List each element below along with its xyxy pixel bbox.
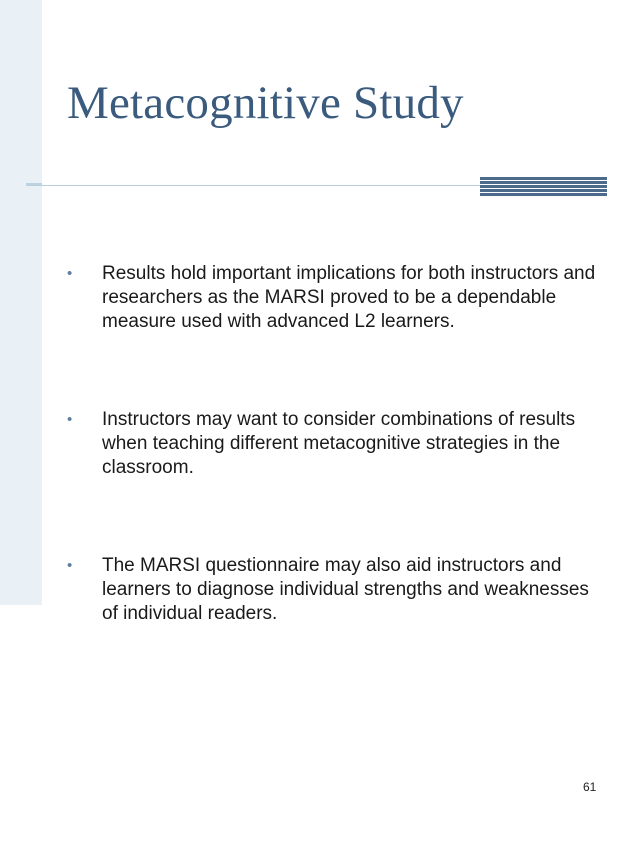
bullet-marker: • bbox=[67, 265, 73, 282]
bullet-text: The MARSI questionnaire may also aid instructors and learners to diagnose individual strengths and weaknesses of individual readers. bbox=[102, 555, 589, 624]
bullet-marker: • bbox=[67, 557, 73, 574]
accent-stripe bbox=[480, 181, 607, 184]
bullet-item bbox=[67, 408, 607, 480]
accent-stripes bbox=[480, 177, 607, 198]
accent-stripe bbox=[480, 189, 607, 192]
left-sidebar-decoration bbox=[0, 0, 42, 605]
accent-stripe bbox=[480, 177, 607, 180]
bullet-item bbox=[67, 262, 607, 334]
bullet-text: Results hold important implications for both instructors and researchers as the MARSI proved to be a dependable measure used with advanced L2 learners. bbox=[102, 263, 596, 332]
bullet-text: Instructors may want to consider combinations of results when teaching different metacognitive strategies in the classroom. bbox=[102, 409, 576, 478]
accent-stripe bbox=[480, 193, 607, 196]
page-number: 61 bbox=[583, 780, 597, 794]
bullet-marker: • bbox=[67, 411, 73, 428]
bullet-list bbox=[67, 262, 607, 626]
slide-title: Metacognitive Study bbox=[67, 77, 464, 129]
title-underline-rule bbox=[26, 185, 481, 186]
bullet-item bbox=[67, 554, 607, 626]
accent-stripe bbox=[480, 185, 607, 188]
